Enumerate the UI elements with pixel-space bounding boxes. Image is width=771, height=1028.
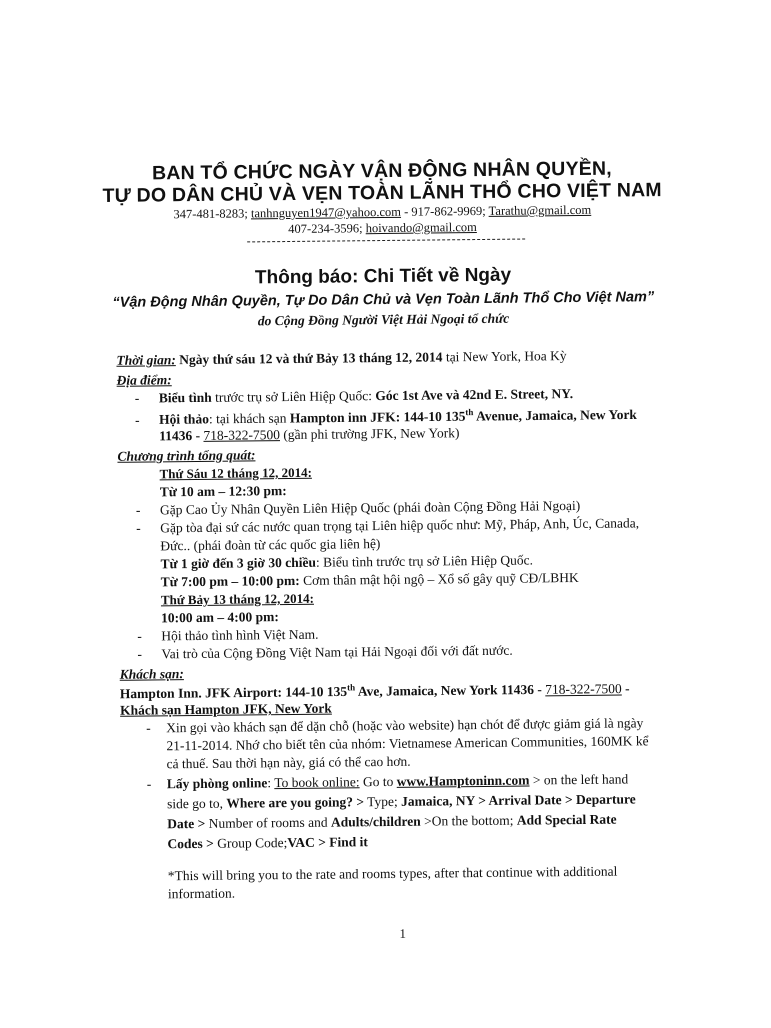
online-colon: : bbox=[267, 775, 275, 791]
online-l3-e: Add Special Rate bbox=[516, 811, 617, 828]
time-dates: Ngày thứ sáu 12 và thứ Bảy 13 tháng 12, 2014 bbox=[175, 349, 443, 368]
friday-time-3-text: Cơm thân mật hội ngộ – Xổ số gây quỹ CĐ/LBHK bbox=[299, 569, 579, 588]
event-subtitle: “Vận Động Nhân Quyền, Tự Do Dân Chủ và Vẹn Toàn Lãnh Thổ Cho Việt Nam” bbox=[112, 289, 655, 311]
hotel-online-line-3 bbox=[167, 812, 616, 833]
online-label: Lấy phòng online bbox=[166, 775, 268, 792]
saturday-label: Thứ Bảy 13 tháng 12, 2014: bbox=[160, 590, 314, 608]
saturday-item-1: - Hội thảo tình hình Việt Nam. bbox=[137, 626, 319, 644]
contact-email-2[interactable]: Tarathu@gmail.com bbox=[488, 202, 592, 218]
conference-zip: 11436 - bbox=[159, 427, 204, 444]
friday-time-3 bbox=[161, 570, 579, 590]
online-l2-c: Type; bbox=[363, 793, 402, 810]
conference-note: (gần phi trường JFK, New York) bbox=[279, 425, 460, 443]
online-l2-d: Jamaica, NY > Arrival Date > Departure bbox=[400, 791, 636, 809]
location-label: Địa điểm: bbox=[116, 372, 172, 388]
online-rest: > on the left hand bbox=[529, 771, 629, 788]
hotel-item-1: - Xin gọi vào khách sạn để dặn chỗ (hoặc vào website) hạn chót để được giảm giá là ngày bbox=[146, 715, 644, 736]
conference-line-2 bbox=[159, 425, 459, 444]
friday-item-1: - Gặp Cao Ủy Nhân Quyền Liên Hiệp Quốc (phái đoàn Cộng Đồng Hải Ngoại) bbox=[135, 497, 581, 518]
hotel-address-sup: th bbox=[347, 682, 356, 693]
friday-label: Thứ Sáu 12 tháng 12, 2014: bbox=[159, 464, 312, 482]
online-l4-a: Codes > bbox=[167, 835, 214, 852]
contact-phone-3: 407-234-3596; bbox=[288, 221, 363, 237]
time-line bbox=[116, 348, 566, 369]
online-goto: Go to bbox=[359, 773, 397, 790]
conference-phone[interactable]: 718-322-7500 bbox=[203, 427, 281, 443]
contact-email-1[interactable]: tanhnguyen1947@yahoo.com bbox=[250, 204, 402, 221]
friday-item-2-text: Gặp tòa đại sứ các nước quan trọng tại Liên hiệp quốc như: Mỹ, Pháp, Anh, Úc, Canada, bbox=[160, 515, 640, 536]
saturday-item-2-text: Vai trò của Cộng Đồng Việt Nam tại Hải Ngoại đối với đất nước. bbox=[161, 642, 513, 662]
hotel-item-1-line-c: cả thuế. Sau thời hạn này, giá có thể cao hơn. bbox=[166, 753, 411, 772]
conference-text: : tại khách sạn bbox=[208, 410, 290, 427]
conference-hotel: Hampton inn JFK bbox=[289, 409, 396, 426]
hampton-url-link[interactable]: www.Hamptoninn.com bbox=[396, 772, 530, 789]
friday-time-3-bold: Từ 7:00 pm – 10:00 pm: bbox=[160, 572, 300, 590]
location-conference: - Hội thảo: tại khách sạn Hampton inn JFK: 144-10 135th Avenue, Jamaica, New York bbox=[134, 406, 637, 428]
program-label: Chương trình tổng quát: bbox=[117, 447, 256, 464]
hotel-label: Khách sạn: bbox=[119, 666, 184, 682]
contact-phone-1: 347-481-8283; bbox=[173, 206, 248, 222]
header-line-2: TỰ DO DÂN CHỦ VÀ VẸN TOÀN LÃNH THỔ CHO VIỆT NAM bbox=[102, 179, 662, 207]
conference-address-b: Avenue, Jamaica, New York bbox=[473, 406, 637, 424]
notice-title: Thông báo: Chi Tiết về Ngày bbox=[254, 264, 512, 289]
online-l3-a: Date > bbox=[167, 815, 206, 832]
saturday-item-2: - Vai trò của Cộng Đồng Việt Nam tại Hải Ngoại đối với đất nước. bbox=[137, 642, 513, 662]
online-book: To book online: bbox=[274, 774, 360, 791]
organizer-line: do Cộng Đồng Người Việt Hải Ngoại tổ chức bbox=[257, 310, 510, 329]
contact-email-3[interactable]: hoivando@gmail.com bbox=[365, 220, 477, 236]
friday-item-2: - Gặp tòa đại sứ các nước quan trọng tại Liên hiệp quốc như: Mỹ, Pháp, Anh, Úc, Canada, bbox=[136, 515, 640, 536]
location-protest: - Biểu tình trước trụ sở Liên Hiệp Quốc: Góc 1st Ave và 42nd E. Street, NY. bbox=[134, 386, 574, 406]
online-l3-c: Adults/children bbox=[330, 813, 421, 830]
friday-item-2-cont: Đức.. (phái đoàn từ các quốc gia liên hệ) bbox=[160, 536, 381, 554]
online-l2-b: Where are you going? > bbox=[226, 794, 365, 811]
friday-item-1-text: Gặp Cao Ủy Nhân Quyền Liên Hiệp Quốc (phái đoàn Cộng Đồng Hải Ngoại) bbox=[159, 497, 581, 518]
hotel-item-1-line-a: Xin gọi vào khách sạn để dặn chỗ (hoặc vào website) hạn chót để được giảm giá là ngày bbox=[166, 715, 644, 736]
protest-address: Góc 1st Ave và 42nd E. Street, NY. bbox=[375, 386, 574, 404]
header-line-1: BAN TỔ CHỨC NGÀY VẬN ĐỘNG NHÂN QUYỀN, bbox=[151, 157, 612, 185]
online-l3-d: >On the bottom; bbox=[420, 812, 517, 829]
hotel-online-line-1: - Lấy phòng online: To book online: Go to www.Hamptoninn.com > on the left hand bbox=[146, 771, 629, 792]
note-line-a: *This will bring you to the rate and rooms types, after that continue with additional bbox=[167, 863, 618, 884]
conference-sup: th bbox=[465, 407, 474, 418]
saturday-time-1: 10:00 am – 4:00 pm: bbox=[161, 609, 279, 626]
contact-phone-2: - 917-862-9969; bbox=[404, 203, 486, 219]
hotel-address-line bbox=[120, 679, 630, 702]
time-place: tại New York, Hoa Kỳ bbox=[442, 348, 567, 365]
online-l2-a: side go to, bbox=[166, 795, 227, 812]
friday-time-2 bbox=[160, 552, 533, 572]
saturday-item-1-text: Hội thảo tình hình Việt Nam. bbox=[161, 626, 319, 644]
page-number: 1 bbox=[399, 925, 406, 941]
hotel-item-1-line-b: 21-11-2014. Nhớ cho biết tên của nhóm: Vietnamese American Communities, 160MK kể bbox=[166, 733, 649, 754]
hotel-address-b: Ave, Jamaica, New York 11436 - bbox=[355, 681, 546, 699]
hotel-name: Khách sạn Hampton JFK, New York bbox=[119, 700, 332, 718]
friday-time-2-bold: Từ 1 giờ đến 3 giờ 30 chiều bbox=[160, 554, 317, 572]
friday-time-1: Từ 10 am – 12:30 pm: bbox=[159, 483, 287, 500]
conference-bold: Hội thảo bbox=[158, 411, 209, 427]
hotel-online-line-4 bbox=[167, 834, 368, 852]
hotel-phone[interactable]: 718-322-7500 bbox=[545, 681, 622, 697]
note-line-b: information. bbox=[167, 885, 236, 902]
friday-time-2-text: : Biểu tình trước trụ sở Liên Hiệp Quốc. bbox=[315, 552, 533, 570]
protest-bold: Biểu tình bbox=[158, 389, 212, 406]
hotel-address-a: Hampton Inn. JFK Airport: 144-10 135 bbox=[119, 683, 348, 702]
time-label: Thời gian: bbox=[116, 352, 176, 368]
online-l4-c: VAC > Find it bbox=[287, 834, 368, 851]
online-l3-b: Number of rooms and bbox=[205, 814, 331, 831]
online-l4-b: Group Code; bbox=[213, 835, 288, 851]
divider bbox=[247, 239, 525, 243]
hotel-address-c: - bbox=[621, 680, 630, 697]
hotel-online-line-2 bbox=[167, 791, 636, 812]
protest-text: trước trụ sở Liên Hiệp Quốc: bbox=[211, 388, 376, 405]
conference-address-a: : 144-10 135 bbox=[395, 408, 466, 425]
